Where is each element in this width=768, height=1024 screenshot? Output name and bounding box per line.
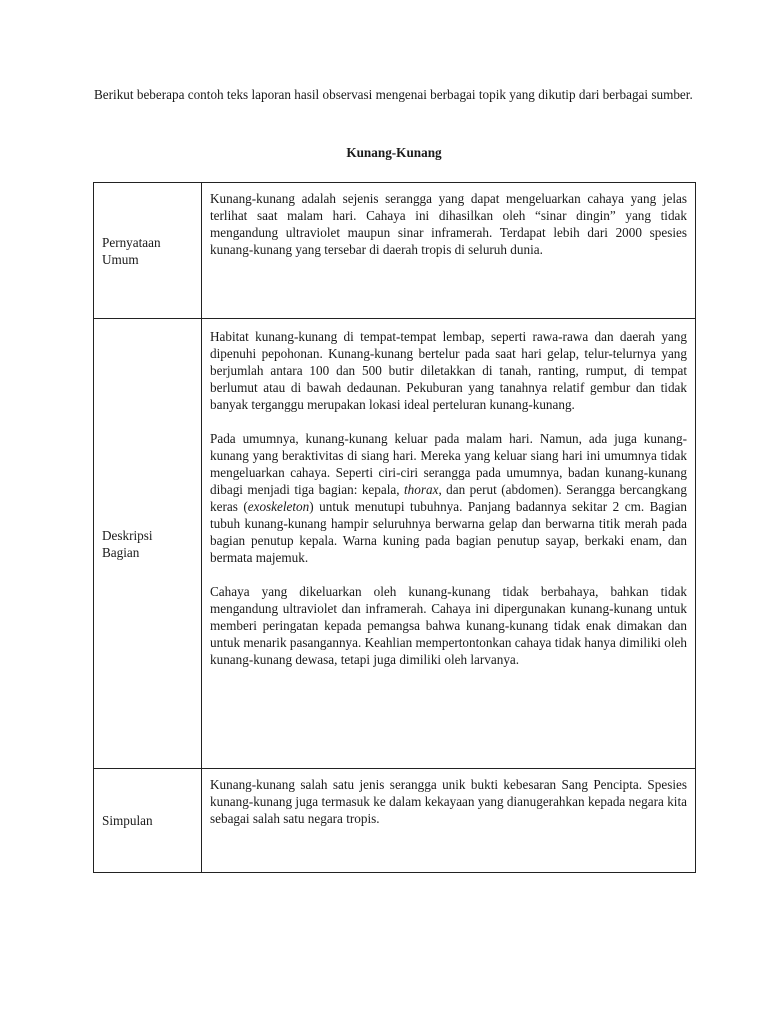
- table-row-deskripsi-bagian: [94, 319, 696, 769]
- deskripsi-paragraph-habitat: Habitat kunang-kunang di tempat-tempat lembap, seperti rawa-rawa dan daerah yang dipenuhi pepohonan. Kunang-kunang bertelur pada saat hari gelap, telur-telurnya yang berjumlah antara 100 dan 500 butir diletakkan di tanah, ranting, rumput, di tempat berlumut atau di bawah dedaunan. Pekuburan yang tanahnya relatif gembur dan tidak banyak terganggu merupakan lokasi ideal perteluran kunang-kunang.: [210, 329, 687, 412]
- deskripsi-bagian-content: [202, 319, 696, 769]
- pernyataan-umum-paragraph: Kunang-kunang adalah sejenis serangga yang dapat mengeluarkan cahaya yang jelas terlihat saat malam hari. Cahaya ini dihasilkan oleh “sinar dingin” yang tidak mengandung ultraviolet maupun sinar inframerah. Terdapat lebih dari 2000 spesies kunang-kunang yang tersebar di daerah tropis di seluruh dunia.: [210, 191, 687, 257]
- term-thorax: thorax: [404, 482, 439, 497]
- row-label-deskripsi-bagian: [94, 319, 202, 769]
- table-row-simpulan: [94, 769, 696, 873]
- intro-text: Berikut beberapa contoh teks laporan hasil observasi mengenai berbagai topik yang dikutip dari berbagai sumber.: [94, 87, 693, 102]
- term-exoskeleton: exoskeleton: [247, 499, 310, 514]
- row-label-line: Deskripsi: [102, 527, 153, 543]
- document-title: Kunang-Kunang: [346, 145, 442, 160]
- row-label-line: Simpulan: [102, 813, 153, 828]
- simpulan-paragraph: Kunang-kunang salah satu jenis serangga unik bukti kebesaran Sang Pencipta. Spesies kunang-kunang juga termasuk ke dalam kekayaan yang dianugerahkan kepada negara kita sebagai salah satu negara tropis.: [210, 777, 687, 826]
- paragraph-text: , dan perut (abdomen). Serangga bercangkang keras (: [210, 482, 687, 514]
- deskripsi-paragraph-cahaya: Cahaya yang dikeluarkan oleh kunang-kunang tidak berbahaya, bahkan tidak mengandung ultraviolet dan inframerah. Cahaya ini dipergunakan kunang-kunang untuk memberi peringatan kepada pemangsa bahwa kunang-kunang tidak enak dimakan dan untuk menarik pasangannya. Keahlian mempertontonkan cahaya tidak hanya dimiliki oleh kunang-kunang dewasa, tetapi juga dimiliki oleh larvanya.: [210, 584, 687, 667]
- paragraph-text: Pada umumnya, kunang-kunang keluar pada malam hari. Namun, ada juga kunang-kunang yang beraktivitas di siang hari. Mereka yang keluar siang hari ini umumnya tidak mengeluarkan cahaya. Seperti ciri-ciri serangga pada umumnya, badan kunang-kunang dibagi menjadi tiga bagian: kepala,: [210, 431, 687, 497]
- deskripsi-paragraph-anatomi: [210, 430, 687, 566]
- table-row-pernyataan-umum: [94, 183, 696, 319]
- paragraph-text: ) untuk menutupi tubuhnya. Panjang badannya sekitar 2 cm. Bagian tubuh kunang-kunang hampir seluruhnya berwarna gelap dan berwarna titik merah pada bagian penutup kepala. Warna kuning pada bagian penutup sayap, berkaki enam, dan bermata majemuk.: [210, 499, 687, 565]
- simpulan-content: [202, 769, 696, 873]
- row-label-line: Umum: [102, 251, 139, 267]
- row-label-line: Pernyataan: [102, 234, 161, 250]
- observation-report-table: [93, 182, 696, 873]
- pernyataan-umum-content: [202, 183, 696, 319]
- row-label-line: Bagian: [102, 544, 140, 560]
- row-label-simpulan: [94, 769, 202, 873]
- row-label-pernyataan-umum: [94, 183, 202, 319]
